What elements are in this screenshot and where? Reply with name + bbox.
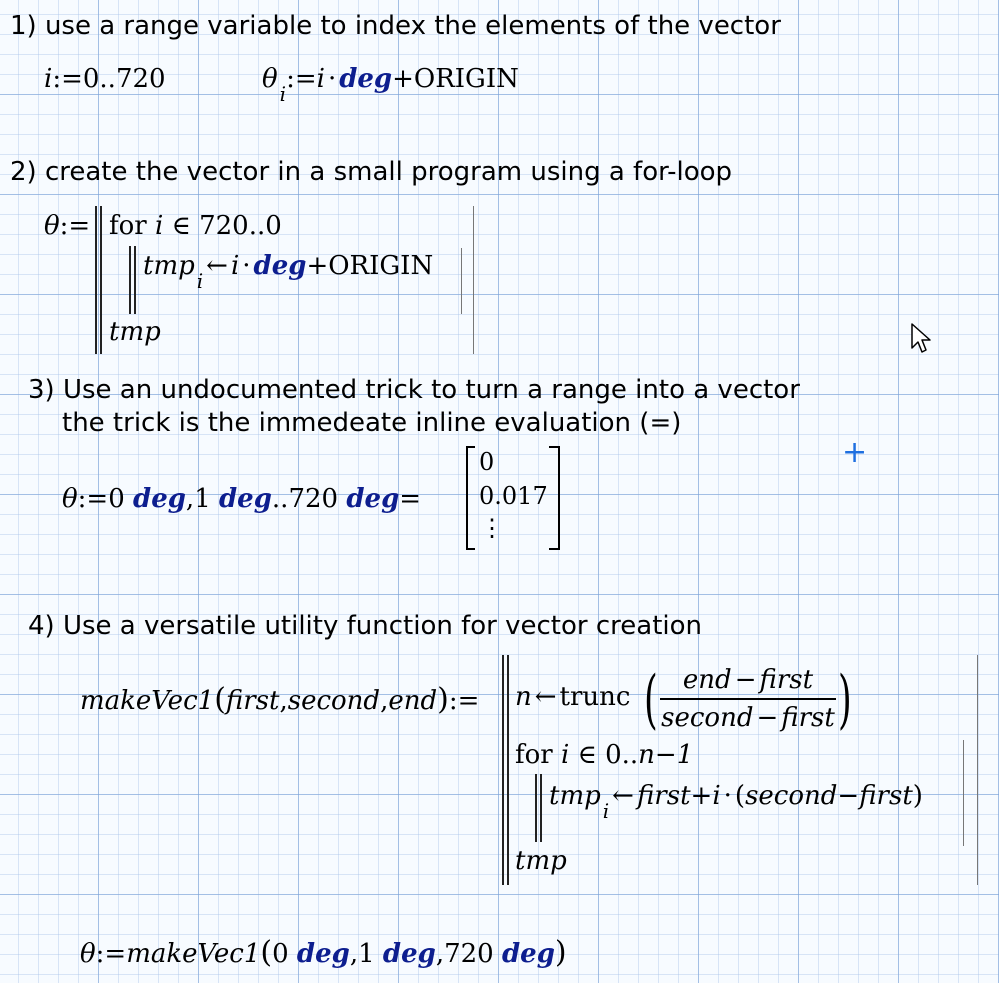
first-variable-2: first	[859, 781, 913, 811]
range-definition: :=0..720	[52, 64, 166, 94]
section3-heading-line2[interactable]: the trick is the immedeate inline evaluation (=)	[62, 408, 682, 438]
range-start: 0	[108, 484, 125, 514]
n-variable: n	[515, 682, 532, 712]
loop-bar-inner	[535, 774, 537, 842]
plus-sign: +	[690, 781, 713, 811]
arg-end: 720	[444, 939, 494, 969]
fraction-bar	[660, 698, 836, 700]
section3-range-evaluation[interactable]	[62, 484, 421, 514]
matrix-left-bracket-top	[466, 446, 475, 448]
index-variable: i	[316, 64, 325, 94]
plus-origin: +ORIGIN	[306, 251, 434, 281]
close-paren: )	[437, 682, 449, 717]
deg-unit: deg	[253, 251, 307, 281]
assign-operator: :=	[286, 64, 317, 94]
section1-range-definition[interactable]	[44, 64, 166, 94]
theta-symbol: θ	[262, 64, 278, 94]
section4-heading[interactable]: 4) Use a versatile utility function for vector creation	[28, 611, 702, 641]
deg-unit: deg	[133, 484, 186, 514]
close-paren: )	[912, 781, 923, 811]
deg-unit: deg	[296, 939, 350, 969]
den-second: second	[661, 703, 754, 733]
range-end: 720	[288, 484, 339, 514]
matrix-right-bracket	[558, 446, 560, 550]
local-assign-arrow: ←	[206, 251, 228, 281]
loop-bar-inner-2	[134, 246, 136, 314]
plus-origin: +ORIGIN	[392, 64, 519, 94]
param-second: second	[287, 686, 381, 716]
section5-function-call[interactable]	[80, 935, 567, 970]
loop-body	[549, 781, 923, 823]
program-bar-outer-2	[100, 206, 102, 354]
evaluate-equals: =	[399, 484, 422, 514]
result-matrix[interactable]	[466, 446, 562, 552]
minus-sign: −	[837, 781, 860, 811]
multiply-dot: ·	[242, 251, 251, 281]
function-signature	[80, 682, 479, 717]
matrix-cell: 0.017	[479, 482, 548, 510]
loop-body	[143, 251, 434, 293]
range-second: 1	[194, 484, 211, 514]
loop-right-bar	[461, 248, 462, 314]
range-variable: i	[44, 64, 53, 94]
second-variable: second	[745, 781, 838, 811]
loop-bar-inner-2	[540, 774, 542, 842]
param-first: first	[225, 686, 280, 716]
matrix-right-bracket-bottom	[549, 548, 558, 550]
open-paren: (	[214, 682, 226, 717]
theta-symbol: θ	[44, 211, 60, 241]
deg-unit-2: deg	[219, 484, 272, 514]
matrix-cell: 0	[479, 448, 495, 476]
close-paren: )	[554, 935, 567, 970]
comma-2: ,	[435, 939, 445, 969]
for-loop-header	[109, 211, 282, 241]
program-bar-outer	[502, 655, 504, 885]
num-first: first	[759, 665, 814, 695]
matrix-left-bracket-bottom	[466, 548, 475, 550]
assign-operator: :=	[95, 939, 127, 969]
subscript-index: i	[196, 269, 204, 293]
program-right-bar	[473, 206, 474, 354]
local-assign-arrow: ←	[534, 682, 557, 712]
trunc-function: trunc	[559, 682, 631, 712]
theta-assign	[44, 211, 90, 241]
return-tmp: tmp	[109, 317, 161, 347]
minus-sign: −	[734, 665, 757, 695]
deg-unit-2: deg	[382, 939, 436, 969]
comma: ,	[279, 686, 288, 716]
comma: ,	[185, 484, 195, 514]
mouse-pointer-icon	[910, 322, 932, 356]
loop-range: ∈ 0..	[577, 740, 639, 770]
open-paren: (	[734, 781, 746, 811]
section2-heading[interactable]: 2) create the vector in a small program using a for-loop	[10, 157, 733, 187]
trunc-close-paren: )	[838, 663, 852, 737]
program-bar-outer-2	[507, 655, 509, 885]
matrix-ellipsis: ⋮	[480, 514, 504, 542]
for-keyword: for	[109, 211, 147, 241]
arg-second: 1	[358, 939, 375, 969]
fraction	[658, 665, 838, 733]
index-variable: i	[230, 251, 240, 281]
matrix-left-bracket	[466, 446, 468, 550]
assign-operator: :=	[59, 211, 91, 241]
loop-range: ∈ 720..0	[171, 211, 282, 241]
deg-unit-3: deg	[346, 484, 400, 514]
tmp-variable: tmp	[549, 781, 601, 811]
trunc-statement	[515, 682, 630, 712]
index-variable: i	[712, 781, 721, 811]
first-variable: first	[636, 781, 691, 811]
loop-bar-inner	[129, 246, 131, 314]
section1-theta-definition[interactable]	[262, 64, 519, 106]
for-keyword: for	[515, 740, 553, 770]
comma: ,	[349, 939, 359, 969]
param-end: end	[388, 686, 438, 716]
minus-sign-2: −	[756, 703, 779, 733]
return-tmp: tmp	[515, 846, 567, 876]
assign-operator: :=	[77, 484, 109, 514]
open-paren: (	[260, 935, 273, 970]
fraction-denominator	[658, 703, 838, 733]
for-loop-header	[515, 740, 693, 770]
section1-heading[interactable]: 1) use a range variable to index the elements of the vector	[10, 11, 781, 41]
theta-symbol: θ	[80, 939, 96, 969]
fraction-numerator	[658, 665, 838, 695]
crosshair-cursor-icon: +	[842, 435, 868, 470]
assign-operator: :=	[448, 686, 480, 716]
subscript-index: i	[279, 82, 287, 106]
deg-unit: deg	[339, 64, 393, 94]
matrix-right-bracket-top	[549, 446, 558, 448]
program-right-bar	[977, 655, 978, 885]
range-dots: ..	[271, 484, 289, 514]
loop-right-bar	[963, 740, 964, 846]
den-first: first	[781, 703, 835, 733]
program-bar-outer	[95, 206, 97, 354]
loop-variable: i	[560, 740, 570, 770]
theta-symbol: θ	[62, 484, 78, 514]
subscript-index: i	[602, 799, 610, 823]
tmp-variable: tmp	[143, 251, 195, 281]
loop-range-end: n−1	[638, 740, 694, 770]
deg-unit-3: deg	[501, 939, 555, 969]
num-end: end	[682, 665, 732, 695]
comma-2: ,	[380, 686, 389, 716]
function-name: makeVec1	[80, 686, 215, 716]
arg-first: 0	[272, 939, 289, 969]
function-name: makeVec1	[126, 939, 261, 969]
local-assign-arrow: ←	[612, 781, 634, 811]
loop-variable: i	[154, 211, 164, 241]
section3-heading-line1[interactable]: 3) Use an undocumented trick to turn a range into a vector	[28, 375, 800, 405]
multiply-dot: ·	[327, 64, 337, 94]
multiply-dot: ·	[723, 781, 732, 811]
trunc-open-paren: (	[644, 663, 658, 737]
